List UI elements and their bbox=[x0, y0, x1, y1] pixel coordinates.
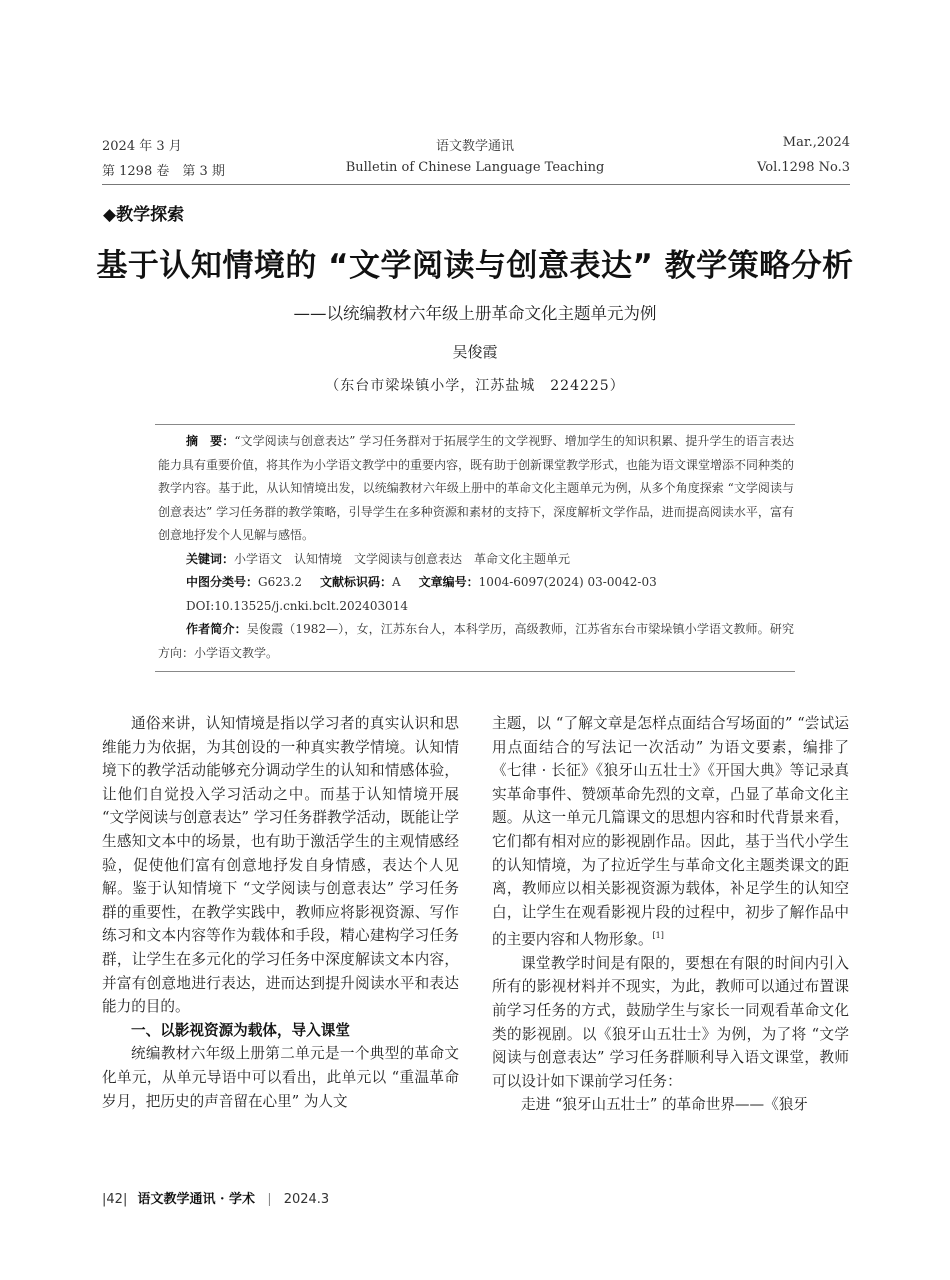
author-affiliation: （东台市梁垛镇小学，江苏盐城 224225） bbox=[325, 378, 625, 394]
doc-code-value: A bbox=[391, 575, 401, 589]
header-volume-en: Vol.1298 No.3 bbox=[757, 160, 850, 175]
body-paragraph: 统编教材六年级上册第二单元是一个典型的革命文化单元，从单元导语中可以看出，此单元以 “重温革命岁月，把历史的声音留在心里” 为人文 bbox=[102, 1045, 459, 1110]
bio-text: 吴俊霞（1982—），女，江苏东台人，本科学历，高级教师，江苏省东台市梁垛镇小学语文教师。研究方向：小学语文教学。 bbox=[158, 622, 794, 660]
keywords-value: 小学语文 认知情境 文学阅读与创意表达 革命文化主题单元 bbox=[234, 551, 571, 566]
article-title: 基于认知情境的 “文学阅读与创意表达” 教学策略分析 bbox=[96, 248, 854, 284]
body-paragraph: 通俗来讲，认知情境是指以学习者的真实认识和思维能力为依据，为其创设的一种真实教学情境。认知情境下的教学活动能够充分调动学生的认知和情感体验，让他们自觉投入学习活动之中。而基于认知情境开展 “文学阅读与创意表达” 学习任务群教学活动，既能让学生感知文本中的场景，也有助于激活学生的主观情感经验，促使他们富有创意地抒发自身情感，表达个人见解。鉴于认知情境下 “文学阅读与创意表达” 学习任务群的重要性，在教学实践中，教师应将影视资源、写作练习和文本内容等作为载体和手段，精心建构学习任务群，让学生在多元化的学习任务中深度解读文本内容，并富有创意地进行表达，进而达到提升阅读水平和表达能力的目的。 bbox=[102, 715, 459, 1016]
section-heading: 一、以影视资源为载体，导入课堂 bbox=[131, 1021, 350, 1039]
header-rule bbox=[102, 184, 850, 185]
header-volume-cn: 第 1298 卷 第 3 期 bbox=[102, 164, 225, 179]
body-paragraph-continued bbox=[492, 712, 849, 952]
abstract-paragraph bbox=[158, 430, 794, 548]
reference-mark: [1] bbox=[652, 931, 664, 941]
bio-label: 作者简介： bbox=[186, 622, 247, 636]
abstract-top-rule bbox=[155, 424, 795, 425]
footer-divider: | bbox=[267, 1192, 272, 1207]
clc-value: G623.2 bbox=[258, 575, 302, 589]
section-tag: ◆教学探索 bbox=[103, 205, 185, 225]
body-left-column bbox=[102, 712, 459, 1113]
article-subtitle: ——以统编教材六年级上册革命文化主题单元为例 bbox=[293, 304, 657, 323]
abstract-text: “文学阅读与创意表达” 学习任务群对于拓展学生的文学视野、增加学生的知识积累、提升学生的语言表达能力具有重要价值，将其作为小学语文教学中的重要内容，既有助于创新课堂教学形式，也能为语文课堂增添不同种类的教学内容。基于此，从认知情境出发，以统编教材六年级上册中的革命文化主题单元为例，从多个角度探索 “文学阅读与创意表达” 学习任务群的教学策略，引导学生在多种资源和素材的支持下，深度解析文学作品，进而提高阅读水平，富有创意地抒发个人见解与感悟。 bbox=[158, 434, 795, 542]
header-journal-cn: 语文教学通讯 bbox=[435, 139, 514, 154]
body-paragraph: 课堂教学时间是有限的，要想在有限的时间内引入所有的影视材料并不现实，为此，教师可以通过布置课前学习任务的方式，鼓励学生与家长一同观看革命文化类的影视剧。以《狼牙山五壮士》为例，为了将 “文学阅读与创意表达” 学习任务群顺利导入语文课堂，教师可以设计如下课前学习任务： bbox=[492, 954, 849, 1090]
body-paragraph: 走进 “狼牙山五壮士” 的革命世界——《狼牙 bbox=[521, 1096, 808, 1114]
abstract-label: 摘 要： bbox=[186, 434, 235, 448]
footer-page-number: |42| bbox=[102, 1192, 128, 1207]
page-footer bbox=[102, 1188, 329, 1207]
doi-line: DOI:10.13525/j.cnki.bclt.202403014 bbox=[186, 598, 409, 613]
footer-journal: 语文教学通讯 · 学术 bbox=[137, 1192, 256, 1207]
classification-line bbox=[186, 571, 794, 595]
keywords-label: 关键词： bbox=[186, 551, 235, 566]
doc-code-label: 文献标识码： bbox=[319, 575, 392, 589]
article-no-value: 1004-6097(2024) 03-0042-03 bbox=[478, 575, 657, 589]
clc-label: 中图分类号： bbox=[186, 575, 259, 589]
author-name: 吴俊霞 bbox=[452, 343, 498, 361]
bio-paragraph bbox=[158, 618, 794, 665]
abstract-bottom-rule bbox=[155, 671, 795, 672]
header-journal-en: Bulletin of Chinese Language Teaching bbox=[345, 160, 605, 175]
article-no-label: 文章编号： bbox=[418, 575, 479, 589]
body-right-column bbox=[492, 712, 849, 1117]
keywords-line bbox=[186, 548, 794, 572]
abstract-block bbox=[158, 430, 794, 665]
header-date-cn: 2024 年 3 月 bbox=[102, 139, 182, 154]
body-text: 主题，以 “了解文章是怎样点面结合写场面的” “尝试运用点面结合的写法记一次活动” 为语文要素，编排了《七律 · 长征》《狼牙山五壮士》《开国大典》等记录真实革命事件、赞颂革命先烈的文章，凸显了革命文化主题。从这一单元几篇课文的思想内容和时代背景来看，它们都有相对应的影视剧作品。因此，基于当代小学生的认知情境，为了拉近学生与革命文化主题类课文的距离，教师应以相关影视资源为载体，补足学生的认知空白，让学生在观看影视片段的过程中，初步了解作品中的主要内容和人物形象。 bbox=[492, 715, 849, 949]
footer-issue: 2024.3 bbox=[283, 1192, 330, 1207]
header-date-en: Mar.,2024 bbox=[782, 135, 850, 150]
